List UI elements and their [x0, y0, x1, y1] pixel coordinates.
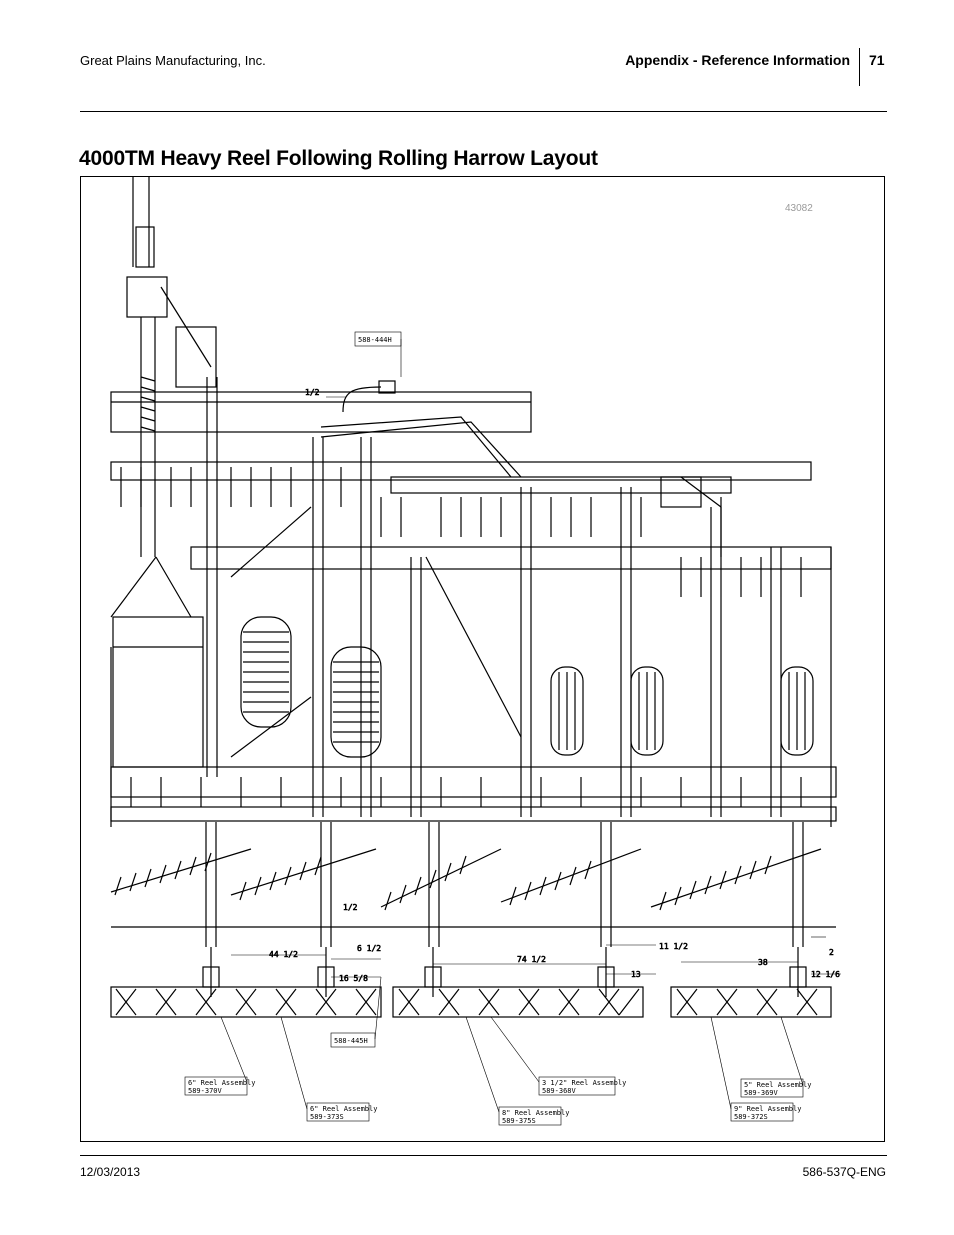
callout-reel8-375-l1: 8" Reel Assembly [502, 1109, 570, 1117]
callout-588-444h: 588-444H [358, 336, 392, 344]
callout-reel6-373-l2: 589-373S [310, 1113, 344, 1121]
dim-74-half: 74 1/2 [517, 955, 546, 964]
footer-date: 12/03/2013 [80, 1165, 141, 1179]
page-title: 4000TM Heavy Reel Following Rolling Harrow Layout [79, 147, 598, 170]
callout-reel5-369-l2: 589-369V [744, 1089, 778, 1097]
figure-id: 43082 [785, 203, 813, 214]
header-divider [859, 48, 860, 86]
callout-reel3-368-l2: 589-368V [542, 1087, 576, 1095]
footer-doc-number: 586-537Q-ENG [802, 1165, 886, 1179]
dim-6-half: 6 1/2 [357, 944, 382, 953]
company-name: Great Plains Manufacturing, Inc. [80, 53, 266, 68]
callout-reel8-375-l2: 589-375S [502, 1117, 536, 1125]
callout-reel6-373-l1: 6" Reel Assembly [310, 1105, 378, 1113]
dim-12-1-6: 12 1/6 [811, 970, 840, 979]
layout-figure [80, 176, 885, 1142]
callout-reel3-368-l1: 3 1/2" Reel Assembly [542, 1079, 627, 1087]
page-number: 71 [869, 52, 885, 68]
callout-588-445h: 588-445H [334, 1037, 368, 1045]
callout-reel6-370-l1: 6" Reel Assembly [188, 1079, 256, 1087]
dim-38: 38 [758, 958, 768, 967]
dim-13: 13 [631, 970, 641, 979]
dim-2: 2 [829, 948, 834, 957]
callout-reel9-372-l2: 589-372S [734, 1113, 768, 1121]
dim-half-top: 1/2 [305, 388, 320, 397]
dim-16-5-8: 16 5/8 [339, 974, 368, 983]
dim-44-half: 44 1/2 [269, 950, 298, 959]
section-title: Appendix - Reference Information [625, 52, 850, 68]
callout-reel6-370-l2: 589-370V [188, 1087, 222, 1095]
header-rule [80, 111, 887, 112]
harrow-layout-drawing [81, 177, 885, 1142]
dim-half-mid: 1/2 [343, 903, 358, 912]
dim-11-half: 11 1/2 [659, 942, 688, 951]
callout-reel5-369-l1: 5" Reel Assembly [744, 1081, 812, 1089]
footer-rule [80, 1155, 887, 1156]
callout-reel9-372-l1: 9" Reel Assembly [734, 1105, 802, 1113]
